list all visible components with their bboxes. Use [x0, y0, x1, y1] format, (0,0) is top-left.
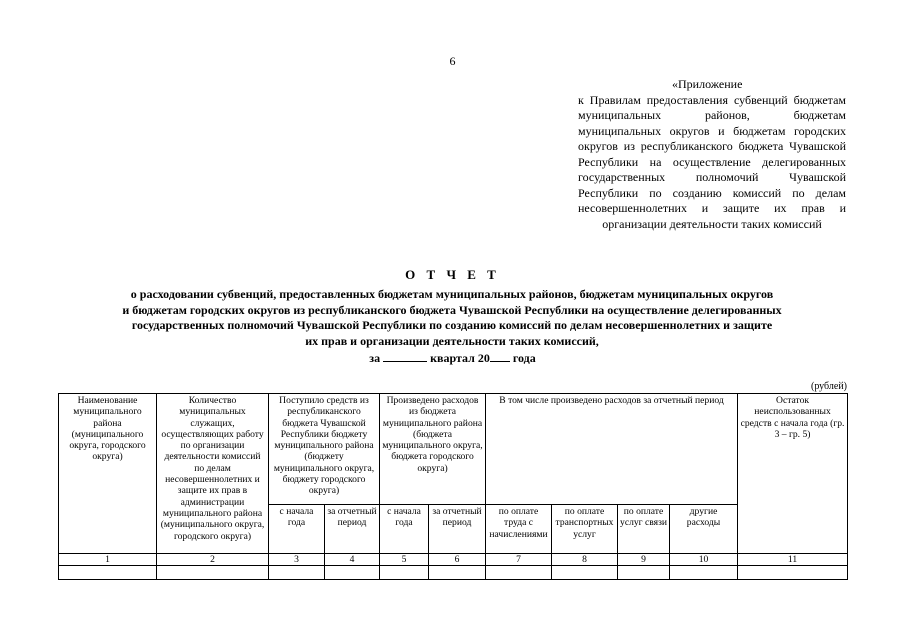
report-subtitle-line: о расходовании субвенций, предоставленных бюджетам муниципальных районов, бюджетам муниципальных округов: [130, 287, 774, 301]
report-table: [58, 393, 848, 580]
empty-cell[interactable]: [486, 566, 552, 580]
period-suffix: года: [512, 351, 536, 365]
column-number: 11: [738, 554, 848, 566]
header-cell: другие расходы: [670, 505, 738, 554]
header-cell: Количество муниципальных служащих, осуществляющих работу по организации деятельности комиссий по делам несовершеннолетних и защите их прав в администрации муниципального района (муниципального округа, городского округа): [157, 394, 269, 554]
empty-cell[interactable]: [552, 566, 618, 580]
units-label: (рублей): [810, 381, 847, 392]
header-cell: В том числе произведено расходов за отчетный период: [486, 394, 738, 505]
empty-cell[interactable]: [670, 566, 738, 580]
empty-cell[interactable]: [618, 566, 670, 580]
empty-cell[interactable]: [325, 566, 380, 580]
column-number: 7: [486, 554, 552, 566]
column-number: 6: [429, 554, 486, 566]
header-cell: по оплате труда с начислениями: [486, 505, 552, 554]
header-cell: за отчетный период: [429, 505, 486, 554]
header-cell: Произведено расходов из бюджета муниципального района (бюджета муниципального округа, бюджета городского округа): [380, 394, 486, 505]
column-number: 2: [157, 554, 269, 566]
appendix-block: [578, 77, 846, 232]
empty-cell[interactable]: [59, 566, 157, 580]
period-prefix: за: [369, 351, 381, 365]
report-title: О Т Ч Е Т: [405, 267, 500, 282]
header-cell: за отчетный период: [325, 505, 380, 554]
empty-cell[interactable]: [380, 566, 429, 580]
report-subtitle: [62, 287, 842, 349]
column-number: 1: [59, 554, 157, 566]
report-period: [0, 350, 905, 366]
column-number: 3: [269, 554, 325, 566]
column-number: 9: [618, 554, 670, 566]
header-cell: с начала года: [380, 505, 429, 554]
appendix-body: к Правилам предоставления субвенций бюджетам муниципальных районов, бюджетам муниципальных округов и бюджетам городских округов из республиканского бюджета Чувашской Республики на осуществление делегированных государственных полномочий Чувашской Республики по созданию комиссий по делам несовершеннолетних и защите их прав и организации деятельности таких комиссий: [578, 92, 846, 231]
report-subtitle-line: и бюджетам городских округов из республиканского бюджета Чувашской Республики на осуществление делегированных: [122, 302, 782, 317]
empty-cell[interactable]: [269, 566, 325, 580]
empty-cell[interactable]: [738, 566, 848, 580]
column-number: 8: [552, 554, 618, 566]
report-subtitle-line: государственных полномочий Чувашской Республики по созданию комиссий по делам несовершеннолетних и защите: [131, 318, 773, 333]
report-subtitle-line: их прав и организации деятельности таких комиссий,: [305, 333, 599, 348]
empty-cell[interactable]: [429, 566, 486, 580]
appendix-title: «Приложение: [672, 77, 743, 91]
page-number: 6: [449, 54, 456, 68]
header-cell: Наименование муниципального района (муниципального округа, городского округа): [59, 394, 157, 554]
header-cell: по оплате транспортных услуг: [552, 505, 618, 554]
header-cell: с начала года: [269, 505, 325, 554]
header-cell: по оплате услуг связи: [618, 505, 670, 554]
empty-cell[interactable]: [157, 566, 269, 580]
header-cell: Поступило средств из республиканского бюджета Чувашской Республики бюджету муниципального района (бюджету муниципального округа, бюджету городского округа): [269, 394, 380, 505]
period-middle: квартал 20: [430, 351, 490, 365]
year-blank: [490, 350, 510, 362]
header-cell: Остаток неиспользованных средств с начала года (гр. 3 – гр. 5): [738, 394, 848, 554]
column-number: 4: [325, 554, 380, 566]
column-number: 10: [670, 554, 738, 566]
column-number: 5: [380, 554, 429, 566]
quarter-blank: [383, 350, 427, 362]
